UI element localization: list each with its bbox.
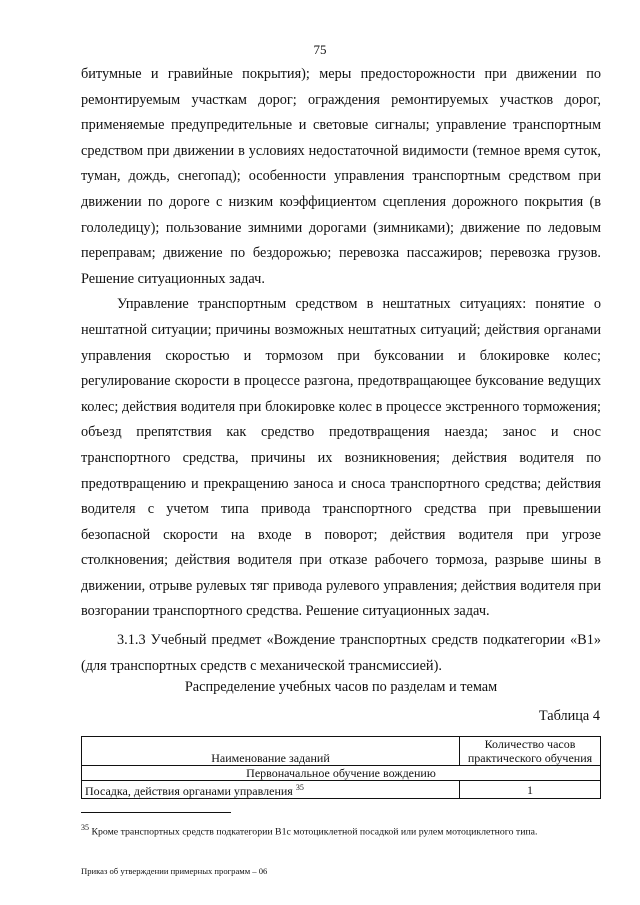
- paragraph: Управление транспортным средством в нештатных ситуациях: понятие о нештатной ситуации; причины возможных нештатных ситуаций; действия органами управления скоростью и тормозом при буксовании и блокировке колес; регулирование скорости в процессе разгона, предотвращающее буксование ведущих колес; действия водителя при блокировке колес в процессе экстренного торможения; объезд препятствия как средство предотвращения наезда; занос и снос транспортного средства, причины их возникновения; действия водителя по предотвращению и прекращению заноса и сноса транспортного средства; действия водителя с учетом типа привода транспортного средства при превышении безопасной скорости на входе в поворот; действия водителя при угрозе столкновения; действия водителя при отказе рабочего тормоза, разрыве шины в движении, отрыве рулевых тяг привода рулевого управления; действия водителя при возгорании транспортного средства. Решение ситуационных задач.: [81, 296, 601, 620]
- table-row: [82, 781, 601, 799]
- distribution-title: Распределение учебных часов по разделам и темам: [184, 679, 498, 695]
- table-label: Таблица 4: [538, 708, 600, 724]
- row-name-cell: [82, 781, 460, 799]
- table-header-row: [82, 737, 601, 766]
- table-subheader: Первоначальное обучение вождению: [82, 766, 601, 781]
- footnote-text: Кроме транспортных средств подкатегории В1с мотоциклетной посадкой или рулем мотоциклетного типа.: [91, 826, 538, 838]
- hours-table: [81, 736, 601, 799]
- header-hours: Количество часов практического обучения: [460, 737, 601, 766]
- row-name: Посадка, действия органами управления: [85, 784, 293, 798]
- footnote: [81, 823, 621, 837]
- paragraph: битумные и гравийные покрытия); меры предосторожности при движении по ремонтируемым участкам дорог; ограждения ремонтируемых участков дорог, применяемые предупредительные и световые сигналы; управление транспортным средством при движении в условиях недостаточной видимости (темное время суток, туман, дождь, снегопад); особенности управления транспортным средством при движении по дороге с низким коэффициентом сцепления дорожного покрытия (в гололедицу); пользование зимними дорогами (зимниками); движение по ледовым переправам; движение по бездорожью; перевозка пассажиров; перевозка грузов. Решение ситуационных задач.: [81, 66, 601, 287]
- header-name: Наименование заданий: [82, 737, 460, 766]
- section-title: 3.1.3 Учебный предмет «Вождение транспортных средств подкатегории «В1» (для транспортных средств с механической трансмиссией).: [81, 632, 601, 674]
- body-text: [81, 62, 601, 625]
- row-hours: 1: [460, 781, 601, 799]
- footnote-ref: 35: [295, 783, 304, 792]
- page-number: 75: [313, 42, 327, 57]
- footnote-number: 35: [81, 823, 89, 832]
- table-subheader-row: [82, 766, 601, 781]
- footnote-separator: [81, 812, 231, 813]
- page-footer: Приказ об утверждении примерных программ – 06: [81, 866, 268, 876]
